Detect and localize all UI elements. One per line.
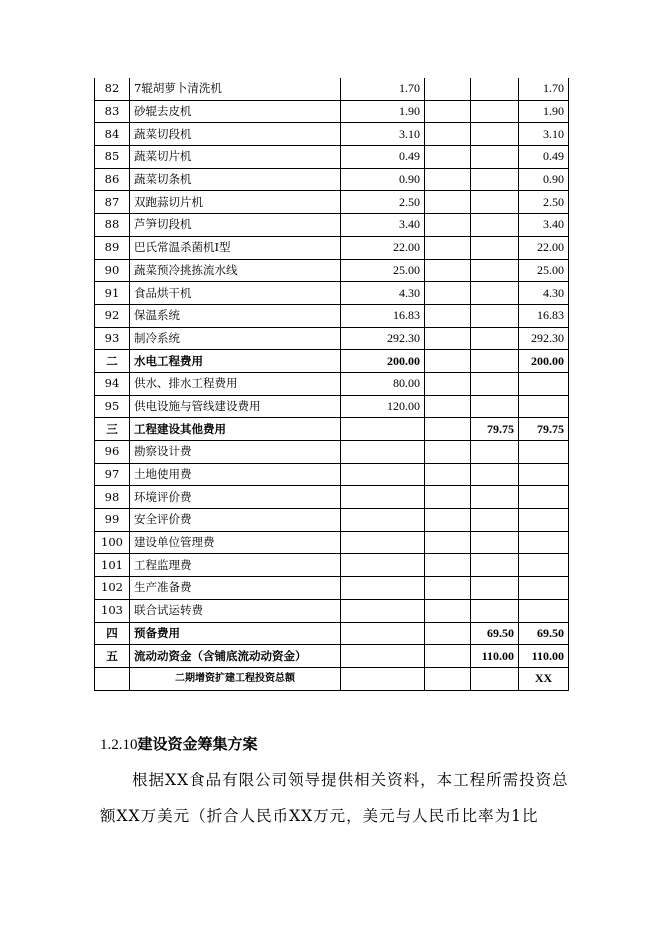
total-cell	[519, 599, 569, 622]
item-name-cell: 双跑蒜切片机	[130, 191, 341, 214]
amount-cell	[341, 418, 425, 441]
investment-table	[94, 78, 569, 691]
empty-cell	[341, 667, 425, 690]
body-paragraph	[100, 762, 570, 834]
item-name-cell: 制冷系统	[130, 327, 341, 350]
item-name-cell: 工程监理费	[130, 554, 341, 577]
item-name-cell: 环境评价费	[130, 486, 341, 509]
row-number-cell: 89	[95, 236, 130, 259]
table-row	[95, 282, 569, 305]
amount-cell	[425, 509, 471, 532]
table-row	[95, 509, 569, 532]
amount-cell	[341, 531, 425, 554]
table-row	[95, 418, 569, 441]
table-row	[95, 645, 569, 668]
row-number-cell: 94	[95, 372, 130, 395]
table-body	[95, 78, 569, 690]
row-number-cell: 85	[95, 146, 130, 169]
total-cell: 79.75	[519, 418, 569, 441]
total-cell	[519, 509, 569, 532]
amount-cell: 110.00	[471, 645, 519, 668]
item-name-cell: 生产准备费	[130, 577, 341, 600]
item-name-cell: 蔬菜切段机	[130, 123, 341, 146]
amount-cell: 292.30	[341, 327, 425, 350]
amount-cell	[471, 554, 519, 577]
paragraph-line-2: 额XX万美元（折合人民币XX万元，美元与人民币比率为1比	[100, 807, 539, 825]
amount-cell	[471, 214, 519, 237]
amount-cell	[425, 418, 471, 441]
amount-cell: 200.00	[341, 350, 425, 373]
amount-cell	[471, 259, 519, 282]
total-cell	[519, 531, 569, 554]
amount-cell	[341, 441, 425, 464]
amount-cell	[471, 304, 519, 327]
amount-cell	[425, 78, 471, 100]
amount-cell	[471, 372, 519, 395]
row-number-cell: 二	[95, 350, 130, 373]
amount-cell: 3.10	[341, 123, 425, 146]
total-cell	[519, 577, 569, 600]
row-number-cell: 92	[95, 304, 130, 327]
amount-cell: 1.90	[341, 100, 425, 123]
total-cell: 3.10	[519, 123, 569, 146]
amount-cell: 2.50	[341, 191, 425, 214]
item-name-cell: 巴氏常温杀菌机Ⅰ型	[130, 236, 341, 259]
amount-cell	[425, 327, 471, 350]
row-number-cell: 95	[95, 395, 130, 418]
total-cell: 2.50	[519, 191, 569, 214]
table-row	[95, 554, 569, 577]
row-number-cell: 91	[95, 282, 130, 305]
amount-cell	[425, 146, 471, 169]
amount-cell	[425, 531, 471, 554]
total-cell: 22.00	[519, 236, 569, 259]
amount-cell	[425, 259, 471, 282]
total-cell: 4.30	[519, 282, 569, 305]
amount-cell	[341, 486, 425, 509]
amount-cell	[471, 395, 519, 418]
table-row	[95, 372, 569, 395]
table-row	[95, 123, 569, 146]
item-name-cell: 水电工程费用	[130, 350, 341, 373]
total-cell: 0.49	[519, 146, 569, 169]
amount-cell	[425, 282, 471, 305]
section-title: 建设资金筹集方案	[137, 735, 258, 753]
row-number-cell: 82	[95, 78, 130, 100]
table-row	[95, 191, 569, 214]
paragraph-line-1: 根据XX食品有限公司领导提供相关资料，本工程所需投资总	[132, 771, 569, 789]
amount-cell: 80.00	[341, 372, 425, 395]
item-name-cell: 芦笋切段机	[130, 214, 341, 237]
amount-cell	[425, 191, 471, 214]
section-number: 1.2.10	[100, 737, 138, 753]
table-row	[95, 100, 569, 123]
amount-cell: 0.90	[341, 168, 425, 191]
amount-cell	[425, 304, 471, 327]
item-name-cell: 预备费用	[130, 622, 341, 645]
item-name-cell: 蔬菜预冷挑拣流水线	[130, 259, 341, 282]
amount-cell	[425, 463, 471, 486]
amount-cell	[425, 123, 471, 146]
table-row	[95, 531, 569, 554]
amount-cell	[341, 509, 425, 532]
summary-label: 二期增资扩建工程投资总额	[130, 667, 341, 690]
total-cell: 3.40	[519, 214, 569, 237]
table-row	[95, 168, 569, 191]
amount-cell	[471, 236, 519, 259]
amount-cell: 22.00	[341, 236, 425, 259]
item-name-cell: 食品烘干机	[130, 282, 341, 305]
amount-cell	[341, 554, 425, 577]
table-row	[95, 395, 569, 418]
row-number-cell: 四	[95, 622, 130, 645]
amount-cell	[425, 372, 471, 395]
total-cell	[519, 463, 569, 486]
row-number-cell: 96	[95, 441, 130, 464]
amount-cell	[425, 486, 471, 509]
summary-total: XX	[519, 667, 569, 690]
total-cell	[519, 372, 569, 395]
table-row	[95, 78, 569, 100]
row-number-cell: 97	[95, 463, 130, 486]
item-name-cell: 蔬菜切条机	[130, 168, 341, 191]
total-cell: 0.90	[519, 168, 569, 191]
row-number-cell: 100	[95, 531, 130, 554]
total-cell: 1.70	[519, 78, 569, 100]
amount-cell: 3.40	[341, 214, 425, 237]
amount-cell	[471, 441, 519, 464]
item-name-cell: 7辊胡萝卜清洗机	[130, 78, 341, 100]
row-number-cell: 83	[95, 100, 130, 123]
table-row	[95, 599, 569, 622]
total-cell: 1.90	[519, 100, 569, 123]
amount-cell: 0.49	[341, 146, 425, 169]
item-name-cell: 工程建设其他费用	[130, 418, 341, 441]
amount-cell	[471, 327, 519, 350]
row-number-cell: 99	[95, 509, 130, 532]
row-number-cell: 101	[95, 554, 130, 577]
amount-cell	[471, 100, 519, 123]
amount-cell: 4.30	[341, 282, 425, 305]
table-row	[95, 463, 569, 486]
amount-cell: 16.83	[341, 304, 425, 327]
total-cell: 69.50	[519, 622, 569, 645]
row-number-cell: 102	[95, 577, 130, 600]
item-name-cell: 蔬菜切片机	[130, 146, 341, 169]
amount-cell	[425, 395, 471, 418]
summary-row	[95, 667, 569, 690]
amount-cell	[471, 123, 519, 146]
total-cell: 110.00	[519, 645, 569, 668]
amount-cell	[471, 350, 519, 373]
amount-cell	[425, 100, 471, 123]
item-name-cell: 联合试运转费	[130, 599, 341, 622]
amount-cell	[471, 168, 519, 191]
amount-cell	[471, 191, 519, 214]
item-name-cell: 安全评价费	[130, 509, 341, 532]
amount-cell	[425, 645, 471, 668]
amount-cell	[425, 236, 471, 259]
amount-cell	[425, 168, 471, 191]
row-number-cell: 87	[95, 191, 130, 214]
amount-cell	[471, 282, 519, 305]
amount-cell	[425, 554, 471, 577]
amount-cell	[471, 509, 519, 532]
total-cell: 292.30	[519, 327, 569, 350]
amount-cell: 25.00	[341, 259, 425, 282]
amount-cell	[425, 441, 471, 464]
total-cell: 200.00	[519, 350, 569, 373]
table-row	[95, 236, 569, 259]
row-number-cell: 88	[95, 214, 130, 237]
item-name-cell: 勘察设计费	[130, 441, 341, 464]
total-cell	[519, 441, 569, 464]
table-row	[95, 441, 569, 464]
table-row	[95, 214, 569, 237]
table-row	[95, 146, 569, 169]
table-row	[95, 486, 569, 509]
row-number-cell: 90	[95, 259, 130, 282]
empty-cell	[95, 667, 130, 690]
row-number-cell: 五	[95, 645, 130, 668]
table-row	[95, 304, 569, 327]
amount-cell	[341, 577, 425, 600]
item-name-cell: 砂辊去皮机	[130, 100, 341, 123]
item-name-cell: 土地使用费	[130, 463, 341, 486]
amount-cell: 120.00	[341, 395, 425, 418]
amount-cell	[425, 577, 471, 600]
row-number-cell: 93	[95, 327, 130, 350]
item-name-cell: 建设单位管理费	[130, 531, 341, 554]
amount-cell	[425, 599, 471, 622]
table-row	[95, 622, 569, 645]
empty-cell	[425, 667, 471, 690]
table-row	[95, 577, 569, 600]
row-number-cell: 86	[95, 168, 130, 191]
table-row	[95, 350, 569, 373]
total-cell	[519, 395, 569, 418]
amount-cell	[425, 350, 471, 373]
amount-cell: 69.50	[471, 622, 519, 645]
amount-cell	[471, 463, 519, 486]
amount-cell	[341, 645, 425, 668]
amount-cell	[341, 463, 425, 486]
item-name-cell: 供电设施与管线建设费用	[130, 395, 341, 418]
item-name-cell: 供水、排水工程费用	[130, 372, 341, 395]
row-number-cell: 98	[95, 486, 130, 509]
amount-cell	[425, 214, 471, 237]
amount-cell	[471, 531, 519, 554]
amount-cell	[341, 622, 425, 645]
row-number-cell: 84	[95, 123, 130, 146]
row-number-cell: 103	[95, 599, 130, 622]
item-name-cell: 流动动资金（含铺底流动动资金）	[130, 645, 341, 668]
amount-cell	[471, 599, 519, 622]
section-heading	[100, 733, 258, 754]
item-name-cell: 保温系统	[130, 304, 341, 327]
amount-cell: 1.70	[341, 78, 425, 100]
amount-cell: 79.75	[471, 418, 519, 441]
amount-cell	[471, 486, 519, 509]
amount-cell	[341, 599, 425, 622]
total-cell: 25.00	[519, 259, 569, 282]
total-cell	[519, 554, 569, 577]
empty-cell	[471, 667, 519, 690]
table-row	[95, 259, 569, 282]
amount-cell	[425, 622, 471, 645]
total-cell	[519, 486, 569, 509]
amount-cell	[471, 78, 519, 100]
total-cell: 16.83	[519, 304, 569, 327]
amount-cell	[471, 577, 519, 600]
amount-cell	[471, 146, 519, 169]
table-row	[95, 327, 569, 350]
row-number-cell: 三	[95, 418, 130, 441]
